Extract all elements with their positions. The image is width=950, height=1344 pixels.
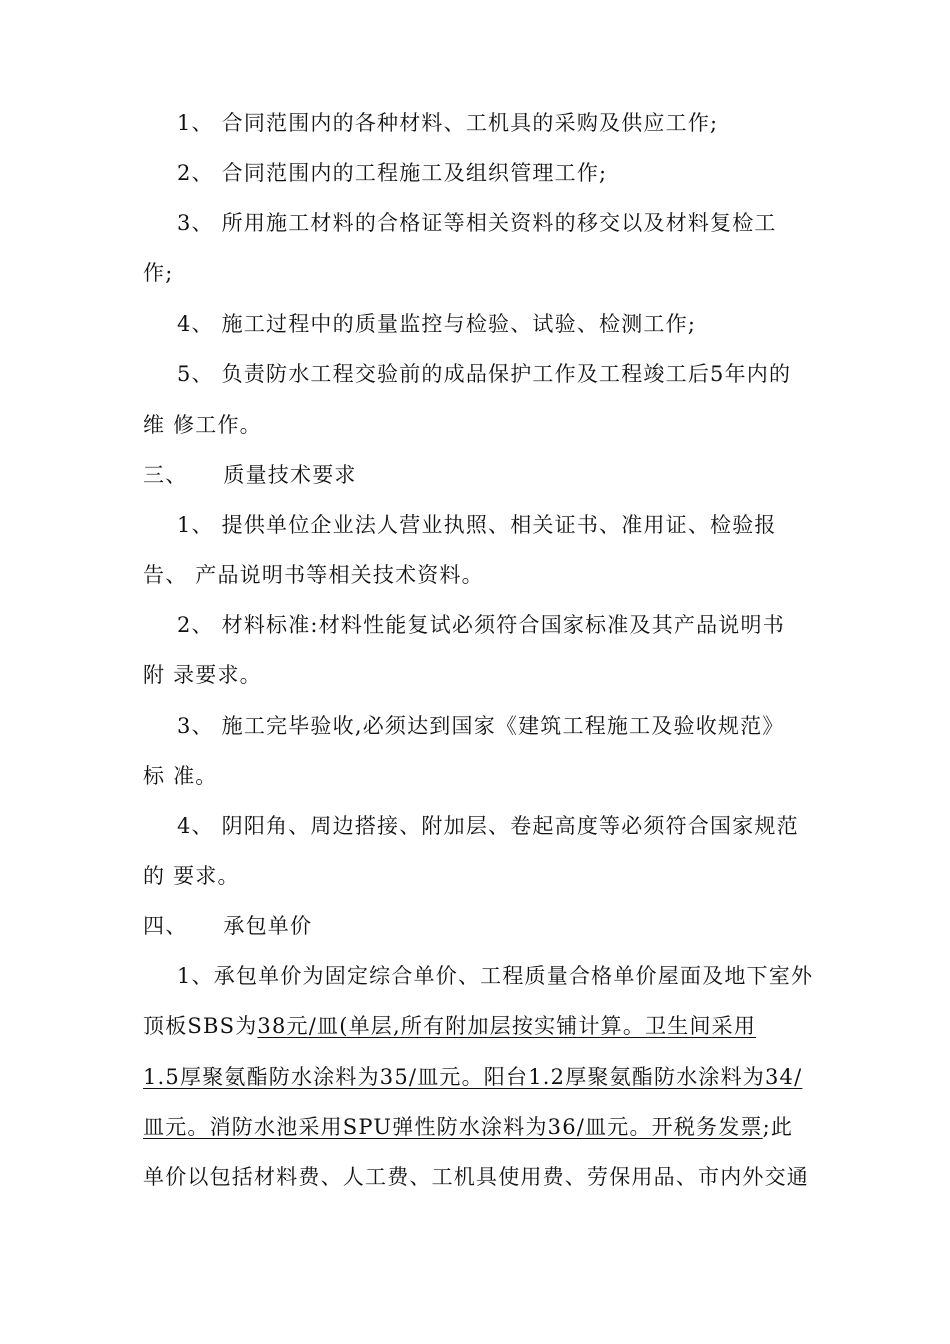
clause-continuation: 维 修工作。 <box>143 413 262 437</box>
clause-line: 1、 合同范围内的各种材料、工机具的采购及供应工作; <box>177 111 719 135</box>
price-text-underlined: 皿元。消防水池采用SPU弹性防水涂料为36/皿元。开税务发票 <box>143 1115 763 1139</box>
price-line <box>143 1006 823 1046</box>
price-line <box>143 1057 823 1097</box>
clause-continuation: 附 录要求。 <box>143 663 262 687</box>
clause-line: 2、 材料标准:材料性能复试必须符合国家标准及其产品说明书 <box>177 613 785 637</box>
clause-continuation: 单价以包括材料费、人工费、工机具使用费、劳保用品、市内外交通 <box>143 1165 809 1189</box>
clause-line: 3、 施工完毕验收,必须达到国家《建筑工程施工及验收规范》 <box>177 714 785 738</box>
clause-line: 5、 负责防水工程交验前的成品保护工作及工程竣工后5年内的 <box>177 362 792 386</box>
clause-continuation: 的 要求。 <box>143 864 240 888</box>
section-number: 四、 <box>143 914 188 938</box>
section-title: 质量技术要求 <box>223 463 357 487</box>
clause-line: 2、 合同范围内的工程施工及组织管理工作; <box>177 161 608 185</box>
price-text-underlined: 38元/皿(单层,所有附加层按实铺计算。卫生间采用 <box>257 1014 757 1038</box>
clause-line: 1、 提供单位企业法人营业执照、相关证书、准用证、检验报 <box>177 513 777 537</box>
clause-line: 4、 阴阳角、周边搭接、附加层、卷起高度等必须符合国家规范 <box>177 814 799 838</box>
section-heading-3 <box>143 455 823 495</box>
section-number: 三、 <box>143 463 188 487</box>
price-text-underlined: 1.5厚聚氨酯防水涂料为35/皿元。阳台1.2厚聚氨酯防水涂料为34/ <box>143 1065 803 1089</box>
clause-continuation: 标 准。 <box>143 764 218 788</box>
clause-line: 4、 施工过程中的质量监控与检验、试验、检测工作; <box>177 312 697 336</box>
section-title: 承包单价 <box>223 914 313 938</box>
clause-continuation: 告、 产品说明书等相关技术资料。 <box>143 563 484 587</box>
price-text: 顶板SBS为 <box>143 1014 258 1038</box>
clause-continuation: 作; <box>143 261 174 285</box>
price-line <box>143 1107 823 1147</box>
clause-line: 1、承包单价为固定综合单价、工程质量合格单价屋面及地下室外 <box>177 964 814 988</box>
clause-line: 3、 所用施工材料的合格证等相关资料的移交以及材料复检工 <box>177 211 777 235</box>
section-heading-4 <box>143 906 823 946</box>
price-text: ;此 <box>762 1115 794 1139</box>
